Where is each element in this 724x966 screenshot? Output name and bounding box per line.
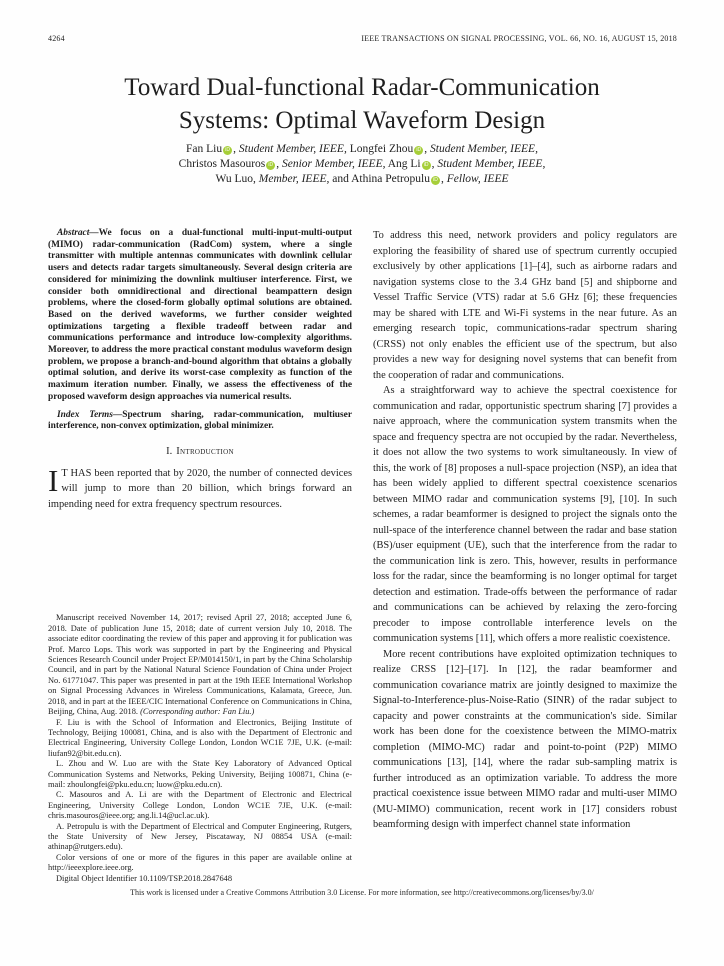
footnote-affiliation-zhou-luo: L. Zhou and W. Luo are with the State Key Laboratory of Advanced Optical Communication Systems and Networks, Peking University, Beijing 100871, China (e-mail: zhoulongfei@pku.edu.cn; luow@pku.edu.cn). bbox=[48, 759, 352, 789]
separator: , bbox=[233, 143, 239, 155]
section-title: Introduction bbox=[176, 445, 234, 457]
orcid-icon[interactable]: iD bbox=[422, 161, 431, 170]
index-terms bbox=[48, 410, 352, 433]
author-name: Fan Liu bbox=[186, 143, 223, 155]
author-name: Ang Li bbox=[385, 158, 421, 171]
abstract-leadin: Abstract— bbox=[57, 228, 99, 238]
corresponding-author-note: (Corresponding author: Fan Liu.) bbox=[140, 707, 255, 717]
body-paragraph: As a straightforward way to achieve the spectral coexistence for communication and radar, opportunistic spectrum sharing [7] provides a naive approach, where the communication system transmits when the space and frequency spectra are not occupied by the radar. Nevertheless, it does not allow the two systems to work simultaneously. In view of this, the work of [8] proposes a null-space projection (NSP), an idea that has been widely applied to different spectral coexistence scenarios between MIMO radar and communication systems [9], [10]. In such schemes, a radar beamformer is designed to project the signals onto the null-space of the interference channel between the radar and base station (BS)/user equipment (UE), such that the interference from the radar to the communication link is zero. This, however, results in performance loss for the radar, since the beamforming is no longer optimal for target detection and estimation. Trade-offs between the performance of radar and communications can be achieved by relaxing the zero-forcing precoder to impose controllable interference levels on the communication systems [11], which offers a more realistic coexistence. bbox=[373, 385, 677, 644]
author-line-3 bbox=[40, 172, 684, 187]
two-column-body bbox=[48, 228, 677, 888]
footnote-doi: Digital Object Identifier 10.1109/TSP.2018.2847648 bbox=[56, 873, 233, 883]
drop-cap: I bbox=[48, 462, 59, 498]
separator: , bbox=[441, 173, 447, 186]
intro-paragraph bbox=[48, 462, 352, 513]
separator: , bbox=[431, 158, 438, 171]
paper-title-line1: Toward Dual-functional Radar-Communication bbox=[124, 74, 600, 101]
journal-title: IEEE TRANSACTIONS ON SIGNAL PROCESSING, VOL. 66, NO. 16, AUGUST 15, 2018 bbox=[361, 34, 677, 43]
author-name: Wu Luo, bbox=[215, 173, 259, 186]
orcid-icon[interactable]: iD bbox=[414, 146, 423, 155]
author-list bbox=[40, 142, 684, 188]
author-line-2 bbox=[40, 157, 684, 172]
author-role: Student Member, IEEE, bbox=[430, 143, 538, 155]
paper-title bbox=[30, 71, 694, 137]
introduction-paragraph-block bbox=[48, 462, 352, 513]
separator: , bbox=[424, 143, 431, 155]
author-role: Student Member, IEEE, bbox=[437, 158, 546, 171]
orcid-icon[interactable]: iD bbox=[223, 146, 232, 155]
author-role: Senior Member, IEEE, bbox=[282, 158, 386, 171]
author-role: Fellow, IEEE bbox=[446, 173, 509, 186]
author-name: Christos Masouros bbox=[178, 158, 266, 171]
footnote-affiliation-liu: F. Liu is with the School of Information and Electronics, Beijing Institute of Technology, Beijing 100081, China, and is also with the Department of Electronic and Electrical Engineering, University College London, London WC1E 7JE, U.K. (e-mail: liufan92@bit.edu.cn). bbox=[48, 717, 352, 758]
footnote-manuscript bbox=[48, 613, 352, 717]
body-paragraph: More recent contributions have exploited optimization techniques to realize CRSS [12]–[17]. In [12], the radar beamformer and communication covariance matrix are jointly designed to maximize the Signal-to-Interference-plus-Noise-Ratio (SINR) of the radar subject to capacity and power constraints at the communication's side. Similar work has been done for the coexistence between the MIMO-matrix completion (MIMO-MC) radar and point-to-point (P2P) MIMO communications [13], [14], where the radar sub-sampling matrix is further introduced as an optimization variable. To address the more practical coexistence issue between MIMO radar and multi-user MIMO (MU-MIMO) communication, recent work in [17] considers robust beamforming design with imperfect channel state information bbox=[373, 648, 677, 830]
intro-text: T HAS been reported that by 2020, the number of connected devices will jump to more than 20 billion, which brings forward an impending need for extra frequency spectrum resources. bbox=[48, 467, 352, 510]
separator: , bbox=[276, 158, 282, 171]
running-header bbox=[48, 34, 677, 43]
author-line-1 bbox=[40, 142, 684, 157]
paper-title-line2: Systems: Optimal Waveform Design bbox=[178, 107, 546, 134]
first-page-footnotes bbox=[48, 613, 352, 884]
orcid-icon[interactable]: iD bbox=[266, 161, 275, 170]
author-role: Member, IEEE, bbox=[258, 173, 330, 186]
footnote-affiliation-masouros-li: C. Masouros and A. Li are with the Department of Electronic and Electrical Engineering, University College London, London WC1E 7JE, U.K. (e-mail: chris.masouros@ieee.org; ang.li.14@ucl.ac.uk). bbox=[48, 790, 352, 821]
author-name: and Athina Petropulu bbox=[329, 173, 430, 186]
abstract bbox=[48, 228, 352, 404]
license-footer: This work is licensed under a Creative Commons Attribution 3.0 License. For more information, see http://creativecommons.org/licenses/by/3.0/ bbox=[130, 888, 594, 897]
abstract-text: We focus on a dual-functional multi-input-multi-output (MIMO) radar-communication (RadCom) system, where a single transmitter with multiple antennas communicates with downlink cellular users and detects radar targets simultaneously. Several design criteria are considered for minimizing the downlink multiuser interference. First, we consider both omnidirectional and directional beampattern design problems, where the closed-form globally optimal solutions are obtained. Based on the derived waveforms, we further consider weighted optimizations targeting a flexible tradeoff between radar and communications performance and introduce low-complexity algorithms. Moreover, to address the more practical constant modulus waveform design problem, we propose a branch-and-bound algorithm that obtains a globally optimal solution, and derive its worst-case complexity as function of the maximum iteration number. Finally, we assess the effectiveness of the proposed waveform design approaches via numerical results. bbox=[48, 228, 352, 402]
section-numeral: I. bbox=[166, 445, 173, 457]
footnote-text: Manuscript received November 14, 2017; revised April 27, 2018; accepted June 6, 2018. Date of publication June 15, 2018; date of current version July 10, 2018. The associate editor coordinating the review of this paper and approving it for publication was Prof. Marco Lops. This work was supported in part by the Engineering and Physical Sciences Research Council under Project EP/M014150/1, in part by the China Scholarship Council, and in part by the National Natural Science Foundation of China under Project No. 61771047. This paper was presented in part at the 19th IEEE International Workshop on Signal Processing Advances in Wireless Communications, Kalamata, Greece, Jun. 2018, and in part at the IEEE/CIC International Conference on Communications in China, Beijing, China, Aug. 2018. bbox=[48, 613, 352, 717]
author-name: Longfei Zhou bbox=[346, 143, 414, 155]
footnote-color-versions: Color versions of one or more of the figures in this paper are available online at http://ieeexplore.ieee.org. bbox=[48, 852, 352, 873]
body-paragraph: To address this need, network providers and policy regulators are exploring the feasibility of shared use of spectrum currently occupied exclusively by other applications [1]–[4], such as airborne radars and navigation systems close to the 3.4 GHz band [5] and shipborne and Vessel Traffic Service (VTS) radar at 5.6 GHz [6]; these frequencies may be shared with LTE and Wi-Fi systems in the near future. As an emerging research topic, communications-radar spectrum sharing (CRSS) not only enables the efficient use of the spectrum, but also provides a new way for designing novel systems that can benefit from the cooperation of radar and communications. bbox=[373, 230, 677, 381]
section-heading-introduction bbox=[48, 446, 352, 457]
index-terms-leadin: Index Terms— bbox=[57, 409, 123, 420]
index-terms-text: Spectrum sharing, radar-communication, multiuser interference, non-convex optimization, global minimizer. bbox=[48, 409, 352, 432]
right-column bbox=[373, 228, 677, 888]
footnote-affiliation-petropulu: A. Petropulu is with the Department of Electrical and Computer Engineering, Rutgers, the State University of New Jersey, Piscataway, NJ 08854 USA (e-mail: athinap@rutgers.edu). bbox=[48, 821, 352, 852]
author-role: Student Member, IEEE, bbox=[238, 143, 347, 155]
left-column bbox=[48, 228, 352, 884]
orcid-icon[interactable]: iD bbox=[431, 176, 440, 185]
page-number: 4264 bbox=[48, 34, 65, 43]
